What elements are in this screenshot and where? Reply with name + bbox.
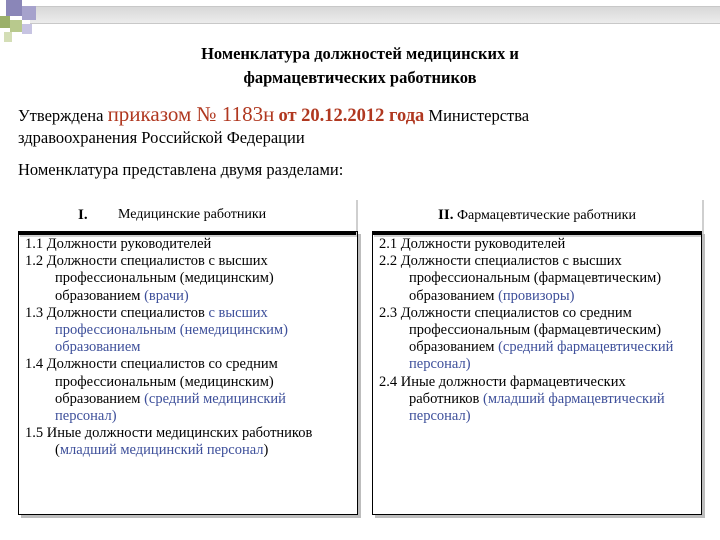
title-line-2: фармацевтических работников	[243, 68, 477, 87]
item-note: (врачи)	[144, 287, 189, 304]
list-item: 1.4 Должности специалистов со средним профессиональным (медицинским) образованием (средний медицинский персонал)	[25, 356, 286, 425]
item-note: (средний фармацевтический персонал)	[409, 339, 674, 373]
list-item: 2.2 Должности специалистов с высших профессиональным (фармацевтическим) образованием (провизоры)	[379, 253, 662, 304]
section-heading-pharma: Фармацевтические работники	[456, 208, 636, 223]
list-item: 2.4 Иные должности фармацевтических работников (младший фармацевтический персонал)	[379, 373, 665, 425]
issuer-line-2: здравоохранения Российской Федерации	[18, 128, 305, 147]
list-item: 2.1 Должности руководителей	[379, 236, 566, 252]
page-title	[80, 42, 640, 90]
decorative-header-bar	[30, 6, 720, 24]
item-note: (средний медицинский персонал)	[55, 390, 286, 425]
section-heading-medical: Медицинские работники	[118, 207, 267, 222]
list-item: 1.1 Должности руководителей	[25, 236, 212, 252]
list-item: 2.3 Должности специалистов со средним профессиональным (фармацевтическим) образованием (средний фармацевтический персонал)	[379, 304, 674, 373]
sections-note: Номенклатура представлена двумя разделами:	[18, 160, 344, 179]
item-note: младший медицинский персонал	[59, 442, 264, 459]
approval-line	[18, 103, 708, 149]
section-header-pharma	[372, 198, 702, 235]
item-note: с высших профессиональным (немедицинским) образованием	[55, 304, 288, 356]
order-date: от 20.12.2012 года	[278, 106, 425, 126]
section-header-medical	[18, 198, 356, 235]
section-number-2: II.	[438, 207, 454, 223]
intro-text	[18, 103, 708, 181]
list-item: 1.5 Иные должности медицинских работников (младший медицинский персонал)	[25, 425, 313, 459]
item-note: (младший фармацевтический персонал)	[409, 390, 665, 425]
list-item: 1.2 Должности специалистов с высших профессиональным (медицинским) образованием (врачи)	[25, 253, 274, 304]
item-note: (провизоры)	[498, 287, 575, 304]
approved-prefix: Утверждена	[18, 106, 104, 125]
title-line-1: Номенклатура должностей медицинских и	[201, 44, 519, 63]
pharma-positions-box	[372, 231, 702, 515]
issuer-line-1: Министерства	[428, 106, 530, 125]
medical-positions-box	[18, 231, 358, 515]
section-number-1: I.	[78, 207, 88, 223]
list-item: 1.3 Должности специалистов с высших профессиональным (немедицинским) образованием	[25, 304, 288, 356]
order-number: приказом № 1183н	[107, 102, 275, 126]
